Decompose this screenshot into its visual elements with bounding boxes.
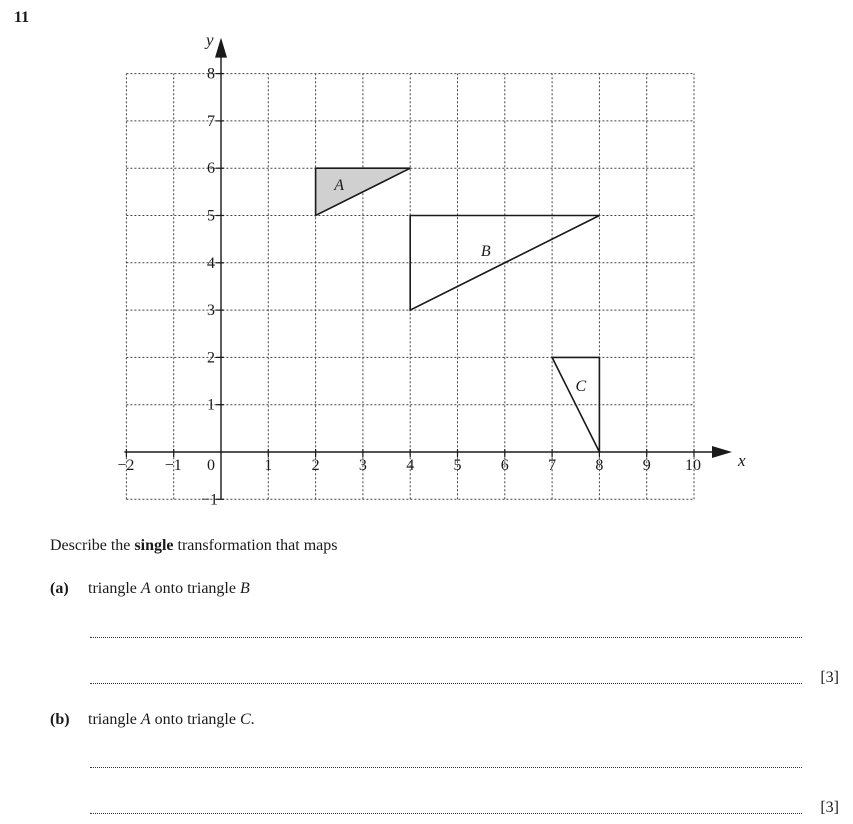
- x-tick-label: 4: [406, 457, 415, 474]
- x-tick-label: 7: [548, 457, 557, 474]
- axes: [124, 31, 746, 500]
- x-tick-label: 8: [595, 457, 604, 474]
- y-axis-arrow-icon: [215, 38, 227, 58]
- x-axis-label: x: [738, 451, 746, 470]
- part-b-answer-line-1[interactable]: [90, 767, 802, 768]
- part-a-text-1: triangle: [88, 580, 141, 597]
- y-tick-label: 1: [207, 396, 215, 414]
- y-tick-label: 6: [207, 160, 215, 178]
- part-b-question: [50, 711, 255, 729]
- y-tick-label: −1: [201, 491, 219, 509]
- question-number: 11: [14, 9, 30, 26]
- prompt-text-start: Describe the: [50, 537, 135, 554]
- part-b-text-2: onto triangle: [150, 711, 240, 728]
- part-a-question: [50, 580, 250, 598]
- x-tick-label: 1: [264, 457, 273, 474]
- x-tick-label: 10: [685, 457, 701, 474]
- x-tick-label: −2: [117, 457, 135, 474]
- y-axis-label: y: [206, 30, 214, 50]
- prompt-bold-word: single: [134, 537, 174, 554]
- part-a-answer-line-1[interactable]: [90, 637, 802, 638]
- part-b-text-3: .: [250, 711, 255, 728]
- part-b-shape-1: A: [140, 711, 151, 728]
- question-prompt: [50, 537, 338, 555]
- triangle-a-label: A: [334, 176, 345, 194]
- x-tick-label: 2: [311, 457, 320, 474]
- y-tick-label: 3: [207, 302, 215, 320]
- y-tick-label: 4: [207, 254, 215, 272]
- x-tick-label: 6: [500, 457, 509, 474]
- tick-labels: [117, 66, 701, 509]
- x-tick-label: 9: [642, 457, 651, 474]
- part-a-label: (a): [50, 580, 69, 597]
- y-tick-label: 2: [207, 349, 215, 367]
- part-a-text-2: onto triangle: [150, 580, 240, 597]
- part-a-answer-line-2[interactable]: [90, 683, 802, 684]
- part-b-label: (b): [50, 711, 70, 728]
- part-b-marks: [3]: [820, 799, 839, 816]
- part-a-marks: [3]: [820, 669, 839, 686]
- part-b-answer-line-2[interactable]: [90, 813, 802, 814]
- x-axis-arrow-icon: [712, 446, 732, 458]
- part-b-text-1: triangle: [88, 711, 141, 728]
- y-tick-label: 7: [207, 112, 215, 130]
- y-tick-label: 8: [207, 65, 215, 83]
- part-a-shape-1: A: [140, 580, 151, 597]
- part-b-shape-2: C: [239, 711, 251, 728]
- x-tick-label: 3: [358, 457, 367, 474]
- x-tick-label: 0: [207, 457, 215, 474]
- prompt-text-end: transformation that maps: [173, 537, 338, 554]
- triangle-a: [316, 168, 411, 215]
- triangle-c-label: C: [575, 377, 587, 395]
- part-a-shape-2: B: [239, 580, 250, 597]
- y-tick-label: 5: [207, 207, 215, 225]
- x-tick-label: 5: [453, 457, 462, 474]
- x-tick-label: −1: [164, 457, 182, 474]
- triangle-b-label: B: [480, 242, 491, 260]
